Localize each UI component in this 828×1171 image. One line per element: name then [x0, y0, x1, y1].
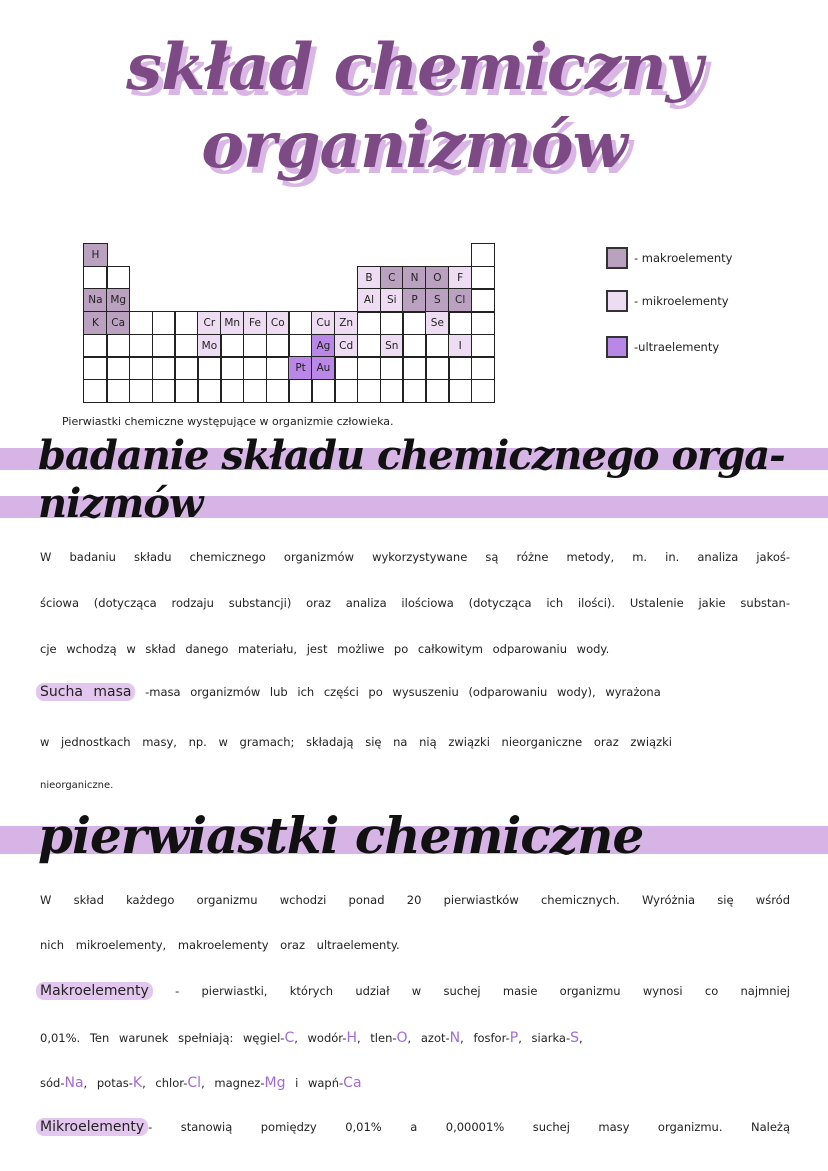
empty-cell — [220, 356, 244, 380]
empty-cell — [220, 379, 244, 403]
empty-cell — [357, 356, 381, 380]
empty-cell — [174, 379, 198, 403]
element-entry — [421, 1031, 464, 1045]
separator: , — [518, 1031, 522, 1045]
empty-cell — [106, 356, 130, 380]
title-line-2: organizmów — [201, 108, 627, 183]
element-entry — [473, 1031, 521, 1045]
element-ca: Ca — [106, 311, 130, 335]
element-symbol: Ca — [343, 1075, 362, 1091]
element-name: węgiel- — [243, 1031, 285, 1045]
element-name: siarka- — [531, 1031, 571, 1045]
element-symbol: P — [509, 1030, 519, 1046]
separator: i — [285, 1076, 299, 1090]
empty-cell — [448, 379, 472, 403]
element-fe: Fe — [243, 311, 267, 335]
empty-cell — [129, 311, 153, 335]
empty-cell — [174, 356, 198, 380]
empty-cell — [152, 356, 176, 380]
empty-cell — [174, 334, 198, 358]
element-al: Al — [357, 288, 381, 312]
empty-cell — [402, 379, 426, 403]
element-k: K — [83, 311, 107, 335]
term-highlight: Mikroelementy — [36, 1118, 148, 1136]
separator: , — [460, 1031, 464, 1045]
element-ag: Ag — [311, 334, 335, 358]
empty-cell — [402, 334, 426, 358]
empty-cell — [288, 311, 312, 335]
element-cr: Cr — [197, 311, 221, 335]
text-line — [36, 1119, 790, 1135]
empty-cell — [243, 379, 267, 403]
empty-cell — [402, 311, 426, 335]
element-name: potas- — [96, 1076, 133, 1090]
section-heading: pierwiastki chemiczne — [38, 806, 644, 865]
legend-label: - mikroelementy — [634, 294, 729, 308]
empty-cell — [425, 379, 449, 403]
element-name: sód- — [40, 1076, 65, 1090]
empty-cell — [129, 334, 153, 358]
empty-cell — [243, 334, 267, 358]
text-line — [40, 1075, 362, 1091]
empty-cell — [197, 356, 221, 380]
empty-cell — [220, 334, 244, 358]
element-symbol: Mg — [264, 1075, 286, 1091]
periodic-table-caption: Pierwiastki chemiczne występujące w organizmie człowieka. — [62, 415, 394, 428]
element-mn: Mn — [220, 311, 244, 335]
legend-swatch-ultra — [606, 336, 628, 358]
element-entry — [308, 1031, 361, 1045]
empty-cell — [288, 379, 312, 403]
element-p: P — [402, 288, 426, 312]
element-name: magnez- — [214, 1076, 265, 1090]
text-line: W skład każdego organizmu wchodzi ponad 20 pierwiastków chemicznych. Wyróżnia się wśród — [40, 893, 790, 907]
element-h: H — [83, 243, 107, 267]
empty-cell — [266, 379, 290, 403]
empty-cell — [83, 334, 107, 358]
text-line: ściowa (dotycząca rodzaju substancji) oraz analiza ilościowa (dotycząca ich ilości). Ustalenie jakie substan- — [40, 596, 790, 610]
element-symbol: Cl — [187, 1075, 202, 1091]
empty-cell — [106, 379, 130, 403]
empty-cell — [425, 334, 449, 358]
separator: , — [201, 1076, 205, 1090]
empty-cell — [357, 379, 381, 403]
element-entry — [40, 1076, 87, 1090]
element-entry — [532, 1031, 583, 1045]
separator: , — [407, 1031, 412, 1045]
periodic-table — [84, 244, 494, 402]
empty-cell — [471, 243, 495, 267]
empty-cell — [266, 334, 290, 358]
element-name: azot- — [420, 1031, 450, 1045]
element-entry — [97, 1076, 146, 1090]
text-line: w jednostkach masy, np. w gramach; składają się na nią związki nieorganiczne oraz związki — [40, 735, 672, 749]
term-highlight: Sucha masa — [36, 683, 135, 701]
element-symbol: Na — [64, 1075, 84, 1091]
element-entry — [243, 1031, 298, 1045]
empty-cell — [83, 266, 107, 290]
element-symbol: C — [284, 1030, 295, 1046]
text-line: W badaniu składu chemicznego organizmów wykorzystywane są różne metody, m. in. analiza jakoś- — [40, 550, 790, 564]
element-i: I — [448, 334, 472, 358]
empty-cell — [471, 356, 495, 380]
section-heading-cont: nizmów — [38, 480, 203, 527]
legend-swatch-macro — [606, 247, 628, 269]
term-definition: -masa organizmów lub ich części po wysuszeniu (odparowaniu wody), wyrażona — [145, 685, 661, 699]
element-cd: Cd — [334, 334, 358, 358]
element-name: chlor- — [155, 1076, 188, 1090]
empty-cell — [197, 379, 221, 403]
element-sn: Sn — [380, 334, 404, 358]
empty-cell — [448, 311, 472, 335]
legend-macro — [606, 247, 732, 269]
empty-cell — [471, 311, 495, 335]
empty-cell — [402, 356, 426, 380]
legend-label: - makroelementy — [634, 251, 733, 265]
empty-cell — [357, 311, 381, 335]
empty-cell — [266, 356, 290, 380]
element-name: wapń- — [307, 1076, 344, 1090]
empty-cell — [357, 334, 381, 358]
element-o: O — [425, 266, 449, 290]
empty-cell — [380, 379, 404, 403]
element-symbol: S — [570, 1030, 580, 1046]
empty-cell — [425, 356, 449, 380]
element-na: Na — [83, 288, 107, 312]
element-au: Au — [311, 356, 335, 380]
element-b: B — [357, 266, 381, 290]
element-symbol: O — [396, 1030, 408, 1046]
element-name: wodór- — [307, 1031, 347, 1045]
title-line-1: skład chemiczny — [126, 30, 702, 105]
element-co: Co — [266, 311, 290, 335]
element-entry — [155, 1076, 204, 1090]
empty-cell — [243, 356, 267, 380]
empty-cell — [129, 379, 153, 403]
legend-micro — [606, 290, 729, 312]
element-s: S — [425, 288, 449, 312]
empty-cell — [471, 288, 495, 312]
element-f: F — [448, 266, 472, 290]
empty-cell — [288, 334, 312, 358]
empty-cell — [83, 379, 107, 403]
element-mo: Mo — [197, 334, 221, 358]
empty-cell — [334, 356, 358, 380]
element-pt: Pt — [288, 356, 312, 380]
empty-cell — [380, 356, 404, 380]
term-definition: - stanowią pomiędzy 0,01% a 0,00001% suchej masy organizmu. Należą — [148, 1120, 790, 1134]
text-line: cje wchodzą w skład danego materiału, jest możliwe po całkowitym odparowaniu wody. — [40, 642, 610, 656]
element-se: Se — [425, 311, 449, 335]
empty-cell — [129, 356, 153, 380]
separator: , — [83, 1076, 88, 1090]
element-symbol: N — [449, 1030, 461, 1046]
term-definition: - pierwiastki, których udział w suchej masie organizmu wynosi co najmniej — [175, 984, 790, 998]
empty-cell — [380, 311, 404, 335]
element-entry — [214, 1076, 298, 1090]
legend-swatch-micro — [606, 290, 628, 312]
empty-cell — [83, 356, 107, 380]
empty-cell — [152, 311, 176, 335]
separator: , — [294, 1031, 298, 1045]
separator: , — [142, 1076, 146, 1090]
element-name: tlen- — [370, 1031, 397, 1045]
empty-cell — [106, 266, 130, 290]
empty-cell — [106, 334, 130, 358]
term-highlight: Makroelementy — [36, 982, 153, 1000]
element-zn: Zn — [334, 311, 358, 335]
element-mg: Mg — [106, 288, 130, 312]
element-c: C — [380, 266, 404, 290]
element-symbol: K — [132, 1075, 143, 1091]
element-entry — [308, 1076, 362, 1090]
empty-cell — [152, 334, 176, 358]
empty-cell — [448, 356, 472, 380]
text-line: nieorganiczne. — [40, 780, 114, 791]
separator: , — [356, 1031, 361, 1045]
element-cl: Cl — [448, 288, 472, 312]
empty-cell — [471, 379, 495, 403]
legend-label: -ultraelementy — [634, 340, 720, 354]
element-si: Si — [380, 288, 404, 312]
empty-cell — [334, 379, 358, 403]
text-line: nich mikroelementy, makroelementy oraz ultraelementy. — [40, 938, 400, 952]
empty-cell — [152, 379, 176, 403]
element-entry — [370, 1031, 411, 1045]
empty-cell — [471, 266, 495, 290]
text-line — [36, 684, 661, 700]
empty-cell — [311, 379, 335, 403]
element-name: fosfor- — [473, 1031, 510, 1045]
section-heading: badanie składu chemicznego orga- — [38, 432, 785, 479]
text-fragment: 0,01%. Ten warunek spełniają: — [40, 1031, 234, 1045]
empty-cell — [471, 334, 495, 358]
element-cu: Cu — [311, 311, 335, 335]
element-n: N — [402, 266, 426, 290]
text-line — [40, 1030, 583, 1046]
text-line — [36, 983, 790, 999]
element-symbol: H — [346, 1030, 357, 1046]
empty-cell — [174, 311, 198, 335]
legend-ultra — [606, 336, 719, 358]
separator: , — [579, 1031, 583, 1045]
